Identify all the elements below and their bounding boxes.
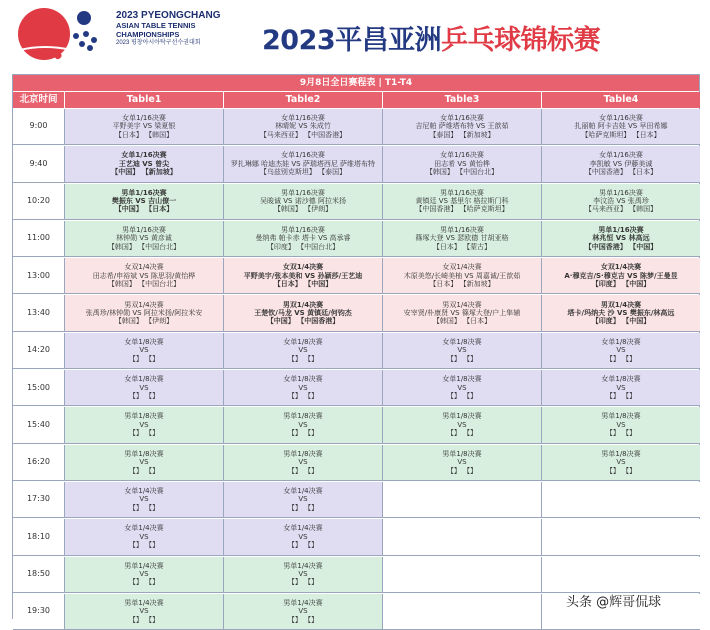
match-players: VS: [298, 495, 308, 504]
match-cell: [383, 557, 542, 593]
table-body: [13, 108, 699, 630]
time-cell: 17:30: [13, 482, 65, 518]
match-event: 女单1/8决赛: [124, 337, 164, 346]
table-row: [13, 406, 699, 443]
match-cell: [383, 221, 542, 257]
match-event: 女单1/8决赛: [601, 337, 641, 346]
match-countries: 【印度】 【中国台北】: [266, 242, 340, 251]
match-event: 男单1/16决赛: [440, 225, 484, 234]
match-countries: 【】 【】: [128, 354, 160, 363]
page-header: [0, 0, 710, 72]
match-countries: 【中国香港】 【中国】: [584, 242, 658, 251]
match-countries: 【】 【】: [128, 503, 160, 512]
table-row: [13, 220, 699, 257]
match-cell: [542, 445, 700, 481]
match-event: 女单1/8决赛: [442, 337, 482, 346]
match-players: VS: [616, 420, 626, 429]
match-players: 李凯敏 VS 伊藤美诚: [589, 159, 653, 168]
match-cell: [542, 519, 700, 555]
match-players: VS: [616, 458, 626, 467]
table-row: [13, 369, 699, 406]
match-countries: 【】 【】: [287, 466, 319, 475]
match-players: 平野美宇 VS 梁夏银: [112, 122, 176, 131]
match-cell: [383, 258, 542, 294]
match-countries: 【】 【】: [287, 354, 319, 363]
match-cell: [65, 407, 224, 443]
match-players: VS: [298, 458, 308, 467]
match-event: 男双1/4决赛: [600, 300, 642, 309]
match-event: 男单1/16决赛: [281, 225, 325, 234]
match-players: VS: [298, 383, 308, 392]
match-players: 林晴妮 VS 朱成竹: [275, 122, 331, 131]
header-table4: Table4: [542, 92, 700, 108]
time-cell: 9:00: [13, 109, 65, 145]
match-countries: 【韩国】 【中国台北】: [107, 242, 181, 251]
match-countries: 【】 【】: [287, 503, 319, 512]
table-row: [13, 257, 699, 294]
match-event: 女单1/4决赛: [283, 487, 323, 495]
match-event: 女单1/4决赛: [283, 524, 323, 533]
match-players: VS: [298, 420, 308, 429]
match-cell: [224, 184, 383, 220]
match-cell: [224, 445, 383, 481]
match-players: 黄镇廷 VS 基里尔 格拉斯门科: [415, 197, 509, 206]
match-players: 王艺迪 VS 曾尖: [118, 159, 170, 168]
time-cell: 10:20: [13, 184, 65, 220]
match-event: 女单1/8决赛: [124, 375, 164, 384]
table-row: [13, 145, 699, 182]
logo-wordmark: [116, 10, 236, 47]
match-countries: 【印度】 【中国】: [591, 280, 651, 289]
match-players: 塔卡/玛纳夫 沙 VS 樊振东/林高远: [567, 308, 675, 317]
match-countries: 【印度】 【中国】: [591, 317, 651, 326]
match-cell: [65, 370, 224, 406]
match-countries: 【日本】 【蒙古】: [432, 242, 492, 251]
match-players: 林钟勋 VS 黄彦诚: [116, 234, 172, 243]
match-countries: 【】 【】: [128, 615, 160, 624]
time-cell: 11:00: [13, 221, 65, 257]
match-countries: 【韩国】 【伊朗】: [114, 317, 174, 326]
match-event: 女双1/4决赛: [600, 263, 642, 272]
table-row: [13, 556, 699, 593]
match-players: VS: [139, 420, 149, 429]
title-part-2: 乒乓球锦标赛: [441, 25, 601, 56]
match-players: A·穆克吉/S·穆克吉 VS 陈梦/王曼昱: [564, 271, 678, 280]
match-countries: 【】 【】: [287, 615, 319, 624]
match-cell: [65, 109, 224, 145]
match-cell: [542, 258, 700, 294]
match-countries: 【】 【】: [128, 429, 160, 438]
match-countries: 【韩国】 【伊朗】: [273, 205, 333, 214]
table-row: [13, 332, 699, 369]
match-event: 女双1/4决赛: [282, 263, 324, 272]
match-players: 田志希/申裕斌 VS 陈思羽/黄怡桦: [92, 271, 196, 280]
match-event: 男单1/4决赛: [283, 561, 323, 570]
time-cell: 13:40: [13, 295, 65, 331]
match-countries: 【】 【】: [287, 429, 319, 438]
match-players: VS: [298, 346, 308, 355]
match-cell: [65, 146, 224, 182]
header-table3: Table3: [383, 92, 542, 108]
time-cell: 18:10: [13, 519, 65, 555]
time-cell: 13:00: [13, 258, 65, 294]
match-cell: [65, 519, 224, 555]
match-countries: 【】 【】: [605, 391, 637, 400]
match-countries: 【日本】 【韩国】: [114, 130, 174, 139]
match-cell: [383, 370, 542, 406]
match-cell: [224, 594, 383, 630]
logo-line-3: CHAMPIONSHIPS: [116, 30, 180, 39]
match-event: 女单1/4决赛: [124, 487, 164, 495]
match-countries: 【中国】 【中国香港】: [266, 317, 340, 326]
match-countries: 【】 【】: [128, 578, 160, 587]
match-event: 女双1/4决赛: [124, 263, 164, 272]
match-players: VS: [457, 458, 467, 467]
match-players: 吉尼帕 萨维塔布特 VS 王歆茹: [415, 122, 509, 131]
match-countries: 【韩国】 【日本】: [432, 317, 492, 326]
match-countries: 【韩国】 【中国台北】: [425, 168, 499, 177]
time-cell: 19:30: [13, 594, 65, 630]
match-cell: [542, 221, 700, 257]
match-countries: 【】 【】: [446, 391, 478, 400]
table-row: [13, 294, 699, 331]
match-event: 女单1/16决赛: [440, 151, 484, 160]
match-cell: [383, 295, 542, 331]
match-cell: [224, 295, 383, 331]
page-title: [262, 18, 600, 57]
match-countries: 【】 【】: [605, 466, 637, 475]
match-players: VS: [616, 346, 626, 355]
watermark: 头条 @辉哥侃球: [566, 595, 662, 610]
logo-line-1: 2023 PYEONGCHANG: [116, 10, 221, 21]
header-table2: Table2: [224, 92, 383, 108]
table-tennis-logo-icon: [14, 4, 110, 64]
match-event: 男单1/8决赛: [442, 412, 482, 421]
match-cell: [224, 221, 383, 257]
match-event: 女单1/16决赛: [599, 151, 643, 160]
table-row: [13, 481, 699, 518]
table-row: [13, 108, 699, 145]
match-cell: [224, 146, 383, 182]
match-event: 女单1/8决赛: [601, 375, 641, 384]
match-players: 吴晙诚 VS 诺沙德 阿拉米扬: [260, 197, 346, 206]
match-cell: [383, 407, 542, 443]
header-time: 北京时间: [13, 92, 65, 108]
match-cell: [224, 482, 383, 518]
match-event: 男单1/8决赛: [124, 449, 164, 458]
header-table1: Table1: [65, 92, 224, 108]
match-cell: [542, 146, 700, 182]
match-event: 男单1/4决赛: [124, 598, 164, 607]
schedule-banner: 9月8日全日赛程表 | T1-T4: [13, 75, 699, 91]
match-event: 男单1/8决赛: [124, 412, 164, 421]
match-event: 男单1/16决赛: [440, 188, 484, 197]
match-event: 女单1/4决赛: [124, 524, 164, 533]
time-cell: 18:50: [13, 557, 65, 593]
match-event: 男单1/16决赛: [598, 225, 644, 234]
match-cell: [383, 184, 542, 220]
match-countries: 【日本】 【中国】: [273, 280, 333, 289]
match-countries: 【中国香港】 【哈萨克斯坦】: [415, 205, 509, 214]
match-cell: [383, 333, 542, 369]
match-cell: [542, 333, 700, 369]
match-players: VS: [139, 458, 149, 467]
match-countries: 【】 【】: [128, 391, 160, 400]
match-countries: 【中国】 【日本】: [114, 205, 174, 214]
match-countries: 【中国】 【新加坡】: [111, 168, 177, 177]
match-event: 男单1/8决赛: [283, 449, 323, 458]
match-players: 张禹珍/林钟勋 VS 阿拉米扬/阿拉米安: [85, 308, 203, 317]
match-cell: [383, 146, 542, 182]
championship-logo: [14, 4, 110, 64]
match-event: 女单1/16决赛: [281, 151, 325, 160]
match-players: VS: [139, 607, 149, 616]
match-cell: [65, 482, 224, 518]
match-cell: [542, 482, 700, 518]
match-cell: [65, 594, 224, 630]
match-countries: 【】 【】: [287, 541, 319, 550]
match-event: 男单1/4决赛: [124, 561, 164, 570]
match-countries: 【乌兹别克斯坦】 【泰国】: [259, 168, 347, 177]
match-countries: 【】 【】: [605, 429, 637, 438]
match-countries: 【马来西亚】 【中国香港】: [259, 130, 347, 139]
table-row: [13, 444, 699, 481]
table-row: [13, 183, 699, 220]
match-players: 田志希 VS 黄怡桦: [434, 159, 490, 168]
match-countries: 【】 【】: [446, 354, 478, 363]
match-event: 男双1/4决赛: [124, 300, 164, 309]
match-cell: [65, 184, 224, 220]
match-countries: 【马来西亚】 【韩国】: [584, 205, 658, 214]
match-cell: [383, 519, 542, 555]
match-event: 男双1/4决赛: [282, 300, 324, 309]
match-cell: [224, 333, 383, 369]
match-countries: 【韩国】 【中国台北】: [107, 280, 181, 289]
match-event: 男单1/4决赛: [283, 598, 323, 607]
match-players: VS: [139, 346, 149, 355]
match-players: VS: [457, 383, 467, 392]
match-event: 男单1/16决赛: [281, 188, 325, 197]
time-cell: 14:20: [13, 333, 65, 369]
match-players: VS: [457, 420, 467, 429]
match-players: VS: [298, 532, 308, 541]
logo-line-4: 2023 평창아시아탁구선수권대회: [116, 40, 201, 46]
match-event: 男单1/8决赛: [601, 449, 641, 458]
match-event: 女单1/16决赛: [281, 114, 325, 123]
match-cell: [542, 184, 700, 220]
match-countries: 【】 【】: [128, 541, 160, 550]
match-cell: [65, 258, 224, 294]
time-cell: 9:40: [13, 146, 65, 182]
match-cell: [65, 445, 224, 481]
match-cell: [224, 557, 383, 593]
match-event: 女单1/16决赛: [440, 114, 484, 123]
match-players: VS: [298, 570, 308, 578]
match-countries: 【泰国】 【新加坡】: [429, 130, 495, 139]
time-cell: 15:40: [13, 407, 65, 443]
match-event: 男单1/16决赛: [121, 188, 167, 197]
match-cell: [224, 109, 383, 145]
match-cell: [383, 482, 542, 518]
match-players: 李汶浩 VS 张禹珍: [593, 197, 649, 206]
match-event: 女单1/8决赛: [442, 375, 482, 384]
match-event: 女双1/4决赛: [442, 263, 482, 272]
logo-line-2: ASIAN TABLE TENNIS: [116, 21, 196, 30]
match-players: VS: [139, 570, 149, 578]
match-event: 女单1/8决赛: [283, 337, 323, 346]
match-cell: [542, 109, 700, 145]
match-cell: [224, 407, 383, 443]
match-countries: 【】 【】: [605, 354, 637, 363]
match-event: 女单1/16决赛: [599, 114, 643, 123]
match-cell: [383, 445, 542, 481]
match-countries: 【】 【】: [128, 466, 160, 475]
match-cell: [542, 295, 700, 331]
match-event: 男单1/16决赛: [599, 188, 643, 197]
match-countries: 【】 【】: [287, 391, 319, 400]
table-header-row: [13, 91, 699, 108]
match-cell: [383, 594, 542, 630]
match-cell: [224, 519, 383, 555]
match-countries: 【】 【】: [446, 429, 478, 438]
match-players: 扎丽帕 阿卡吉娃 VS 早田希娜: [574, 122, 668, 131]
match-players: VS: [139, 495, 149, 504]
time-cell: 15:00: [13, 370, 65, 406]
match-cell: [65, 295, 224, 331]
title-part-1: 2023平昌亚洲: [262, 25, 442, 56]
match-players: 樊振东 VS 吉山僚一: [111, 197, 177, 206]
match-players: 平野美宇/张本美和 VS 孙颖莎/王艺迪: [243, 271, 363, 280]
match-players: VS: [139, 532, 149, 541]
match-cell: [542, 407, 700, 443]
match-event: 男单1/8决赛: [601, 412, 641, 421]
time-cell: 16:20: [13, 445, 65, 481]
match-players: 篠塚大登 VS 瑟欧德 甘胡亚格: [415, 234, 509, 243]
match-players: VS: [298, 607, 308, 616]
match-players: 曼纳弗 帕卡赤 塔卡 VS 高承睿: [255, 234, 351, 243]
schedule-table: [12, 74, 700, 624]
match-cell: [224, 370, 383, 406]
match-countries: 【】 【】: [446, 466, 478, 475]
match-cell: [65, 557, 224, 593]
match-players: VS: [457, 346, 467, 355]
match-players: 林兆恒 VS 林高远: [592, 234, 650, 243]
match-countries: 【日本】 【新加坡】: [429, 280, 495, 289]
table-row: [13, 518, 699, 555]
match-players: 木原美悠/长崎美柚 VS 周嘉诚/王歆茹: [403, 271, 521, 280]
match-event: 女单1/16决赛: [121, 151, 167, 160]
match-event: 女单1/8决赛: [283, 375, 323, 384]
match-cell: [542, 557, 700, 593]
match-cell: [383, 109, 542, 145]
match-countries: 【中国香港】 【日本】: [584, 168, 658, 177]
match-cell: [65, 333, 224, 369]
match-event: 女单1/16决赛: [122, 114, 166, 123]
match-countries: 【哈萨克斯坦】 【日本】: [581, 130, 661, 139]
match-cell: [542, 370, 700, 406]
match-cell: [65, 221, 224, 257]
match-players: VS: [616, 383, 626, 392]
match-event: 男单1/8决赛: [283, 412, 323, 421]
match-event: 男单1/16决赛: [122, 225, 166, 234]
match-countries: 【】 【】: [287, 578, 319, 587]
match-players: 王楚钦/马龙 VS 黄镇廷/何钧杰: [254, 308, 352, 317]
match-event: 男单1/8决赛: [442, 449, 482, 458]
match-event: 男双1/4决赛: [442, 300, 482, 309]
match-players: 安宰贤/朴康贤 VS 篠塚大登/户上隼辅: [403, 308, 521, 317]
match-players: 罗扎琳娜 哈迪杰娃 VS 萨瑞塔西尼 萨维塔布特: [230, 159, 376, 168]
match-cell: [224, 258, 383, 294]
match-players: VS: [139, 383, 149, 392]
